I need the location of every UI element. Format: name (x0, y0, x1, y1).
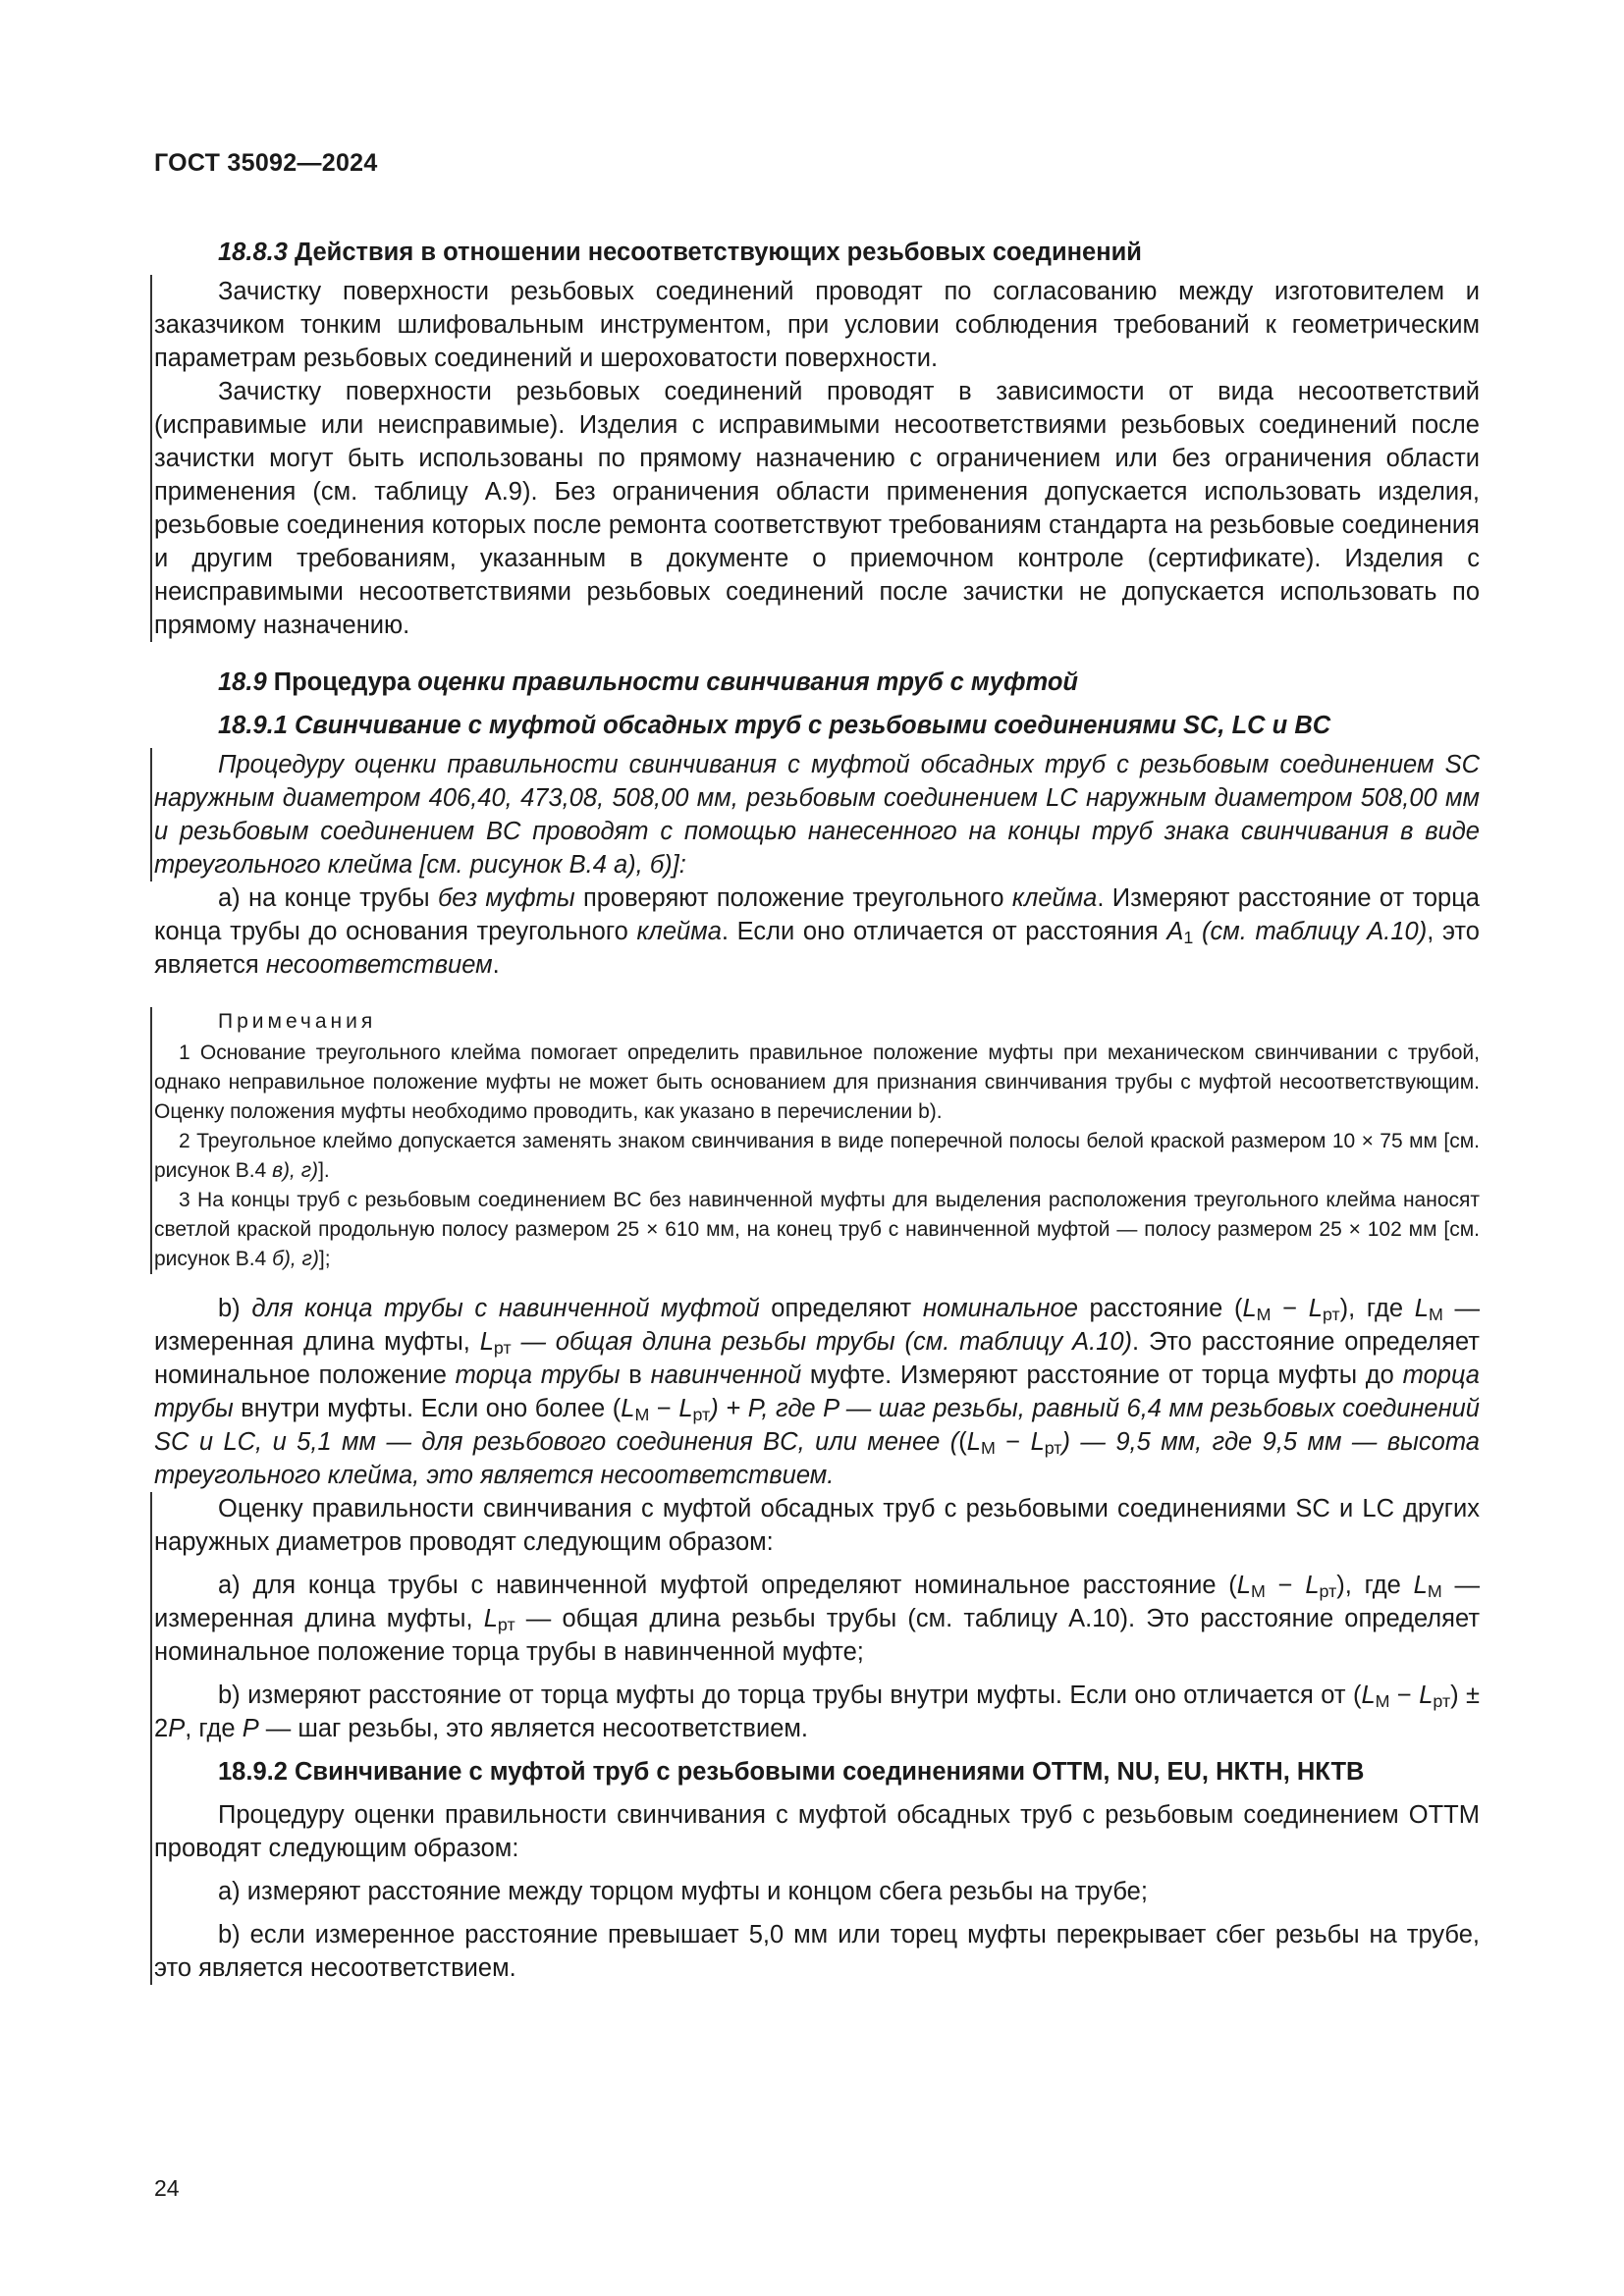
section-18-9-2-item-a: а) измеряют расстояние между торцом муфты и концом сбега резьбы на трубе; (218, 1878, 1148, 1905)
section-18-9-2-item-b: b) если измеренное расстояние превышает 5,0 мм или торец муфты перекрывает сбег резьбы на трубе, это является несоответствием. (154, 1921, 1480, 1982)
note-2: 2 Треугольное клеймо допускается заменять знаком свинчивания в виде поперечной полосы белой краской размером 10 × 75 мм [см. рисунок В.4 в), г)]. (154, 1130, 1480, 1182)
notes-block (150, 1007, 1480, 1274)
revision-bar-3 (150, 1492, 1480, 1985)
section-18-9-1-item-a: а) на конце трубы без муфты проверяют положение треугольного клейма. Измеряют расстояние от торца конца трубы до основания треугольного клейма. Если оно отличается от расстояния $A_1$ (см. таблицу А.10), это является несоответствием. (154, 884, 1480, 979)
page-number: 24 (154, 2175, 180, 2201)
standard-header: ГОСТ 35092—2024 (154, 149, 378, 177)
section-18-9-2-heading: 18.9.2 Свинчивание с муфтой труб с резьбовыми соединениями ОТТМ, NU, EU, НКТН, НКТВ (218, 1758, 1365, 1786)
revision-bar-2 (150, 748, 1480, 881)
revision-bar-1 (150, 275, 1480, 642)
section-18-9-heading: 18.9 Процедура оценки правильности свинчивания труб с муфтой (218, 668, 1078, 696)
notes-title: Примечания (218, 1010, 377, 1033)
section-18-9-2-intro: Процедуру оценки правильности свинчивания с муфтой обсадных труб с резьбовым соединением ОТТМ проводят следующим образом: (154, 1801, 1480, 1862)
sclc-item-a: а) для конца трубы с навинченной муфтой определяют номинальное расстояние $(L_М - L_{рт})$, где $L_М$ — измеренная длина муфты, $L_{рт}$ — общая длина резьбы трубы (см. таблицу А.10). Это расстояние определяет номинальное положение торца трубы в навинченной муфте; (154, 1572, 1480, 1666)
section-18-8-3-heading: 18.8.3 Действия в отношении несоответствующих резьбовых соединений (218, 239, 1142, 266)
sclc-intro: Оценку правильности свинчивания с муфтой обсадных труб с резьбовыми соединениями SC и LC других наружных диаметров проводят следующим образом: (154, 1495, 1480, 1556)
note-1: 1 Основание треугольного клейма помогает определить правильное положение муфты при механическом свинчивании с трубой, однако неправильное положение муфты не может быть основанием для признания свинчивания трубы с муфтой несоответствующим. Оценку положения муфты необходимо проводить, как указано в перечислении b). (154, 1041, 1480, 1123)
note-3: 3 На концы труб с резьбовым соединением BC без навинченной муфты для выделения расположения треугольного клейма наносят светлой краской продольную полосу размером 25 × 610 мм, на конец труб с навинченной муфтой — полосу размером 25 × 102 мм [см. рисунок В.4 б), г)]; (154, 1189, 1480, 1270)
section-18-9-1-intro: Процедуру оценки правильности свинчивания с муфтой обсадных труб с резьбовым соединением SC наружным диаметром 406,40, 473,08, 508,00 мм, резьбовым соединением LC наружным диаметром 508,00 мм и резьбовым соединением BC проводят с помощью нанесенного на концы труб знака свинчивания в виде треугольного клейма [см. рисунок В.4 а), б)]: (154, 751, 1480, 879)
section-18-8-3-paragraph-2: Зачистку поверхности резьбовых соединений проводят в зависимости от вида несоответствий (исправимые или неисправимые). Изделия с исправимыми несоответствиями резьбовых соединений после зачистки могут быть использованы по прямому назначению с ограничением или без ограничения области применения (см. таблицу А.9). Без ограничения области применения допускается использовать изделия, резьбовые соединения которых после ремонта соответствуют требованиям стандарта на резьбовые соединения и другим требованиям, указанным в документе о приемочном контроле (сертификате). Изделия с неисправимыми несоответствиями резьбовых соединений после зачистки не допускается использовать по прямому назначению. (154, 378, 1480, 639)
page-content (154, 236, 1480, 1985)
section-18-9-1-heading: 18.9.1 Свинчивание с муфтой обсадных труб с резьбовыми соединениями SC, LC и BC (218, 712, 1331, 739)
section-18-8-3-paragraph-1: Зачистку поверхности резьбовых соединений проводят по согласованию между изготовителем и заказчиком тонким шлифовальным инструментом, при условии соблюдения требований к геометрическим параметрам резьбовых соединений и шероховатости поверхности. (154, 278, 1480, 372)
section-18-9-1-item-b: b) для конца трубы с навинченной муфтой определяют номинальное расстояние $(L_М - L_{рт})$, где $L_М$ — измеренная длина муфты, $L_{рт}$ — общая длина резьбы трубы (см. таблицу А.10). Это расстояние определяет номинальное положение торца трубы в навинченной муфте. Измеряют расстояние от торца муфты до торца трубы внутри муфты. Если оно более $(L_М - L_{рт}) + P$, где P — шаг резьбы, равный 6,4 мм резьбовых соединений SC и LC, и 5,1 мм — для резьбового соединения BC, или менее ($(L_М - L_{рт})$ — 9,5 мм, где 9,5 мм — высота треугольного клейма, это является несоответствием. (154, 1295, 1481, 1489)
sclc-item-b: b) измеряют расстояние от торца муфты до торца трубы внутри муфты. Если оно отличается от $(L_М - L_{рт}) \pm 2P$, где P — шаг резьбы, это является несоответствием. (154, 1682, 1481, 1742)
